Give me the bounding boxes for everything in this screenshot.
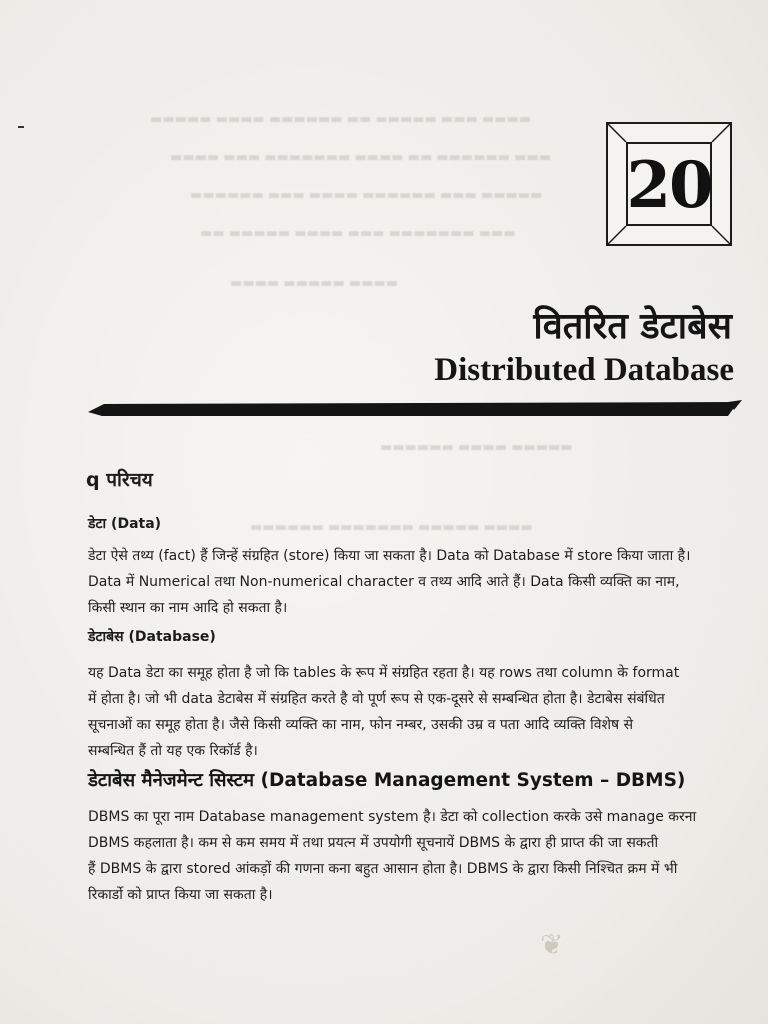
text-line: में होता है। जो भी data डेटाबेस में संग्रहित करते है वो पूर्ण रूप से एक-दूसरे से सम्बन्धित होता है। डेटाबेस संबंधित [88,691,665,707]
show-through-text: ▬▬▬▬▬ ▬▬▬▬ ▬▬▬▬▬▬ [380,440,573,455]
chapter-number: 20 [626,148,712,223]
show-through-text: ▬▬▬▬ ▬▬▬▬▬ ▬▬▬▬▬▬▬ ▬▬▬▬▬▬ [250,520,533,535]
text-line: सूचनाओं का समूह होता है। जैसे किसी व्यक्ति का नाम, फोन नम्बर, उसकी उम्र व पता आदि व्यक्ति विशेष से [88,717,634,733]
text-line: डेटा ऐसे तथ्य (fact) हैं जिन्हें संग्रहित (store) किया जा सकता है। Data को Database में store किया जाता है। [88,548,691,564]
subheading-data: डेटा (Data) [88,516,162,532]
show-through-text: ▬▬▬▬▬ ▬▬▬ ▬▬▬▬▬▬ ▬▬▬▬ ▬▬▬ ▬▬▬▬▬▬ [190,188,543,203]
show-through-text: ▬▬▬ ▬▬▬▬▬▬▬ ▬▬▬ ▬▬▬▬ ▬▬▬▬▬ ▬▬ [200,226,516,241]
text-line: हैं DBMS के द्वारा stored आंकड़ों की गणना कना बहुत आसान होता है। DBMS के द्वारा किसी निश्चित क्रम में भी [88,861,678,877]
show-through-text: ▬▬▬▬ ▬▬▬▬▬ ▬▬▬▬ [230,276,398,291]
text-line: Data में Numerical तथा Non-numerical character व तथ्य आदि आते हैं। Data किसी व्यक्ति का नाम, [88,574,680,590]
show-through-text: ▬▬▬ ▬▬▬▬▬▬ ▬▬ ▬▬▬▬ ▬▬▬▬▬▬▬ ▬▬▬ ▬▬▬▬ [170,150,551,165]
text-line: यह Data डेटा का समूह होता है जो कि tables के रूप में संग्रहित रहता है। यह rows तथा column के format [88,665,680,681]
chapter-number-box [606,122,732,246]
chapter-number-frame [626,142,712,226]
text-line: सम्बन्धित हैं तो यह एक रिकॉर्ड है। [88,743,258,759]
paragraph-dbms [88,804,742,908]
title-underline-rule [88,398,744,422]
text-line: किसी स्थान का नाम आदि हो सकता है। [88,600,288,616]
paragraph-data [88,543,742,621]
chapter-title-hindi: वितरित डेटाबेस [533,306,732,347]
show-through-text: ▬▬▬▬ ▬▬▬ ▬▬▬▬▬ ▬▬ ▬▬▬▬▬▬ ▬▬▬▬ ▬▬▬▬▬ [150,112,531,127]
text-line: DBMS का पूरा नाम Database management system है। डेटा को collection करके उसे manage करना [88,809,697,825]
text-line: रिकार्डो को प्राप्त किया जा सकता है। [88,887,273,903]
text-line: DBMS कहलाता है। कम से कम समय में तथा प्रयत्न में उपयोगी सूचनायें DBMS के द्वारा ही प्राप्त की जा सकती [88,835,659,851]
section-heading-dbms: डेटाबेस मैनेजमेन्ट सिस्टम (Database Management System – DBMS) [88,770,686,791]
subheading-database: डेटाबेस (Database) [88,629,216,645]
paragraph-database [88,660,742,764]
chapter-title-english: Distributed Database [434,352,734,388]
margin-mark [18,126,24,128]
section-heading-intro: q परिचय [86,469,153,491]
ornament-icon: ❦ [540,928,564,961]
